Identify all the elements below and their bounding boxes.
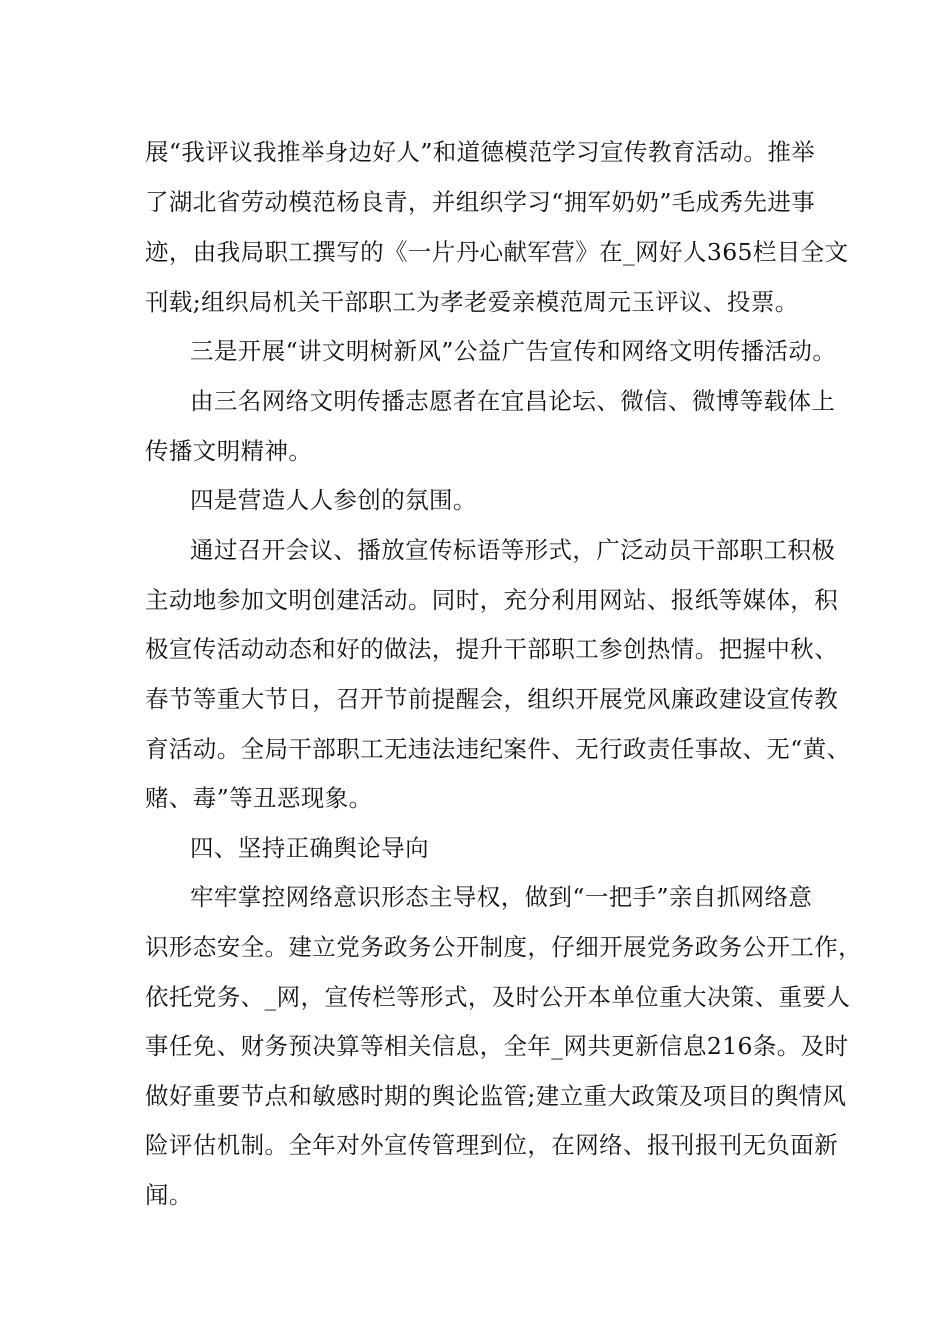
text-line: 依托党务、_网，宣传栏等形式，及时公开本单位重大决策、重要人 [145,983,851,1011]
text-line: 通过召开会议、播放宣传标语等形式，广泛动员干部职工积极 [190,536,836,564]
text-line: 事任免、财务预决算等相关信息，全年_网共更新信息216条。及时 [145,1032,849,1060]
text-line: 迹，由我局职工撰写的《一片丹心献军营》在_网好人365栏目全文 [145,238,849,266]
text-line: 四是营造人人参创的氛围。 [190,486,477,514]
section-heading: 四、坚持正确舆论导向 [190,834,429,862]
text-line: 识形态安全。建立党务政务公开制度，仔细开展党务政务公开工作， [145,933,862,961]
text-line: 闻。 [145,1181,193,1209]
text-line: 春节等重大节日，召开节前提醒会，组织开展党风廉政建设宣传教 [145,685,839,713]
text-line: 育活动。全局干部职工无违法违纪案件、无行政责任事故、无“黄、 [145,735,851,763]
text-line: 刊载;组织局机关干部职工为孝老爱亲模范周元玉评议、投票。 [145,288,799,316]
text-line: 由三名网络文明传播志愿者在宜昌论坛、微信、微博等载体上 [190,387,836,415]
text-line: 险评估机制。全年对外宣传管理到位，在网络、报刊报刊无负面新 [145,1131,839,1159]
text-line: 主动地参加文明创建活动。同时，充分利用网站、报纸等媒体，积 [145,586,839,614]
text-line: 三是开展“讲文明树新风”公益广告宣传和网络文明传播活动。 [190,337,837,365]
text-line: 牢牢掌控网络意识形态主导权，做到“一把手”亲自抓网络意 [190,883,813,911]
text-line: 赌、毒”等丑恶现象。 [145,784,373,812]
text-line: 做好重要节点和敏感时期的舆论监管;建立重大政策及项目的舆情风 [145,1082,847,1110]
text-line: 传播文明精神。 [145,437,313,465]
text-line: 了湖北省劳动模范杨良青，并组织学习“拥军奶奶”毛成秀先进事 [145,188,816,216]
text-line: 极宣传活动动态和好的做法，提升干部职工参创热情。把握中秋、 [145,635,839,663]
text-line: 展“我评议我推举身边好人”和道德模范学习宣传教育活动。推举 [145,138,816,166]
